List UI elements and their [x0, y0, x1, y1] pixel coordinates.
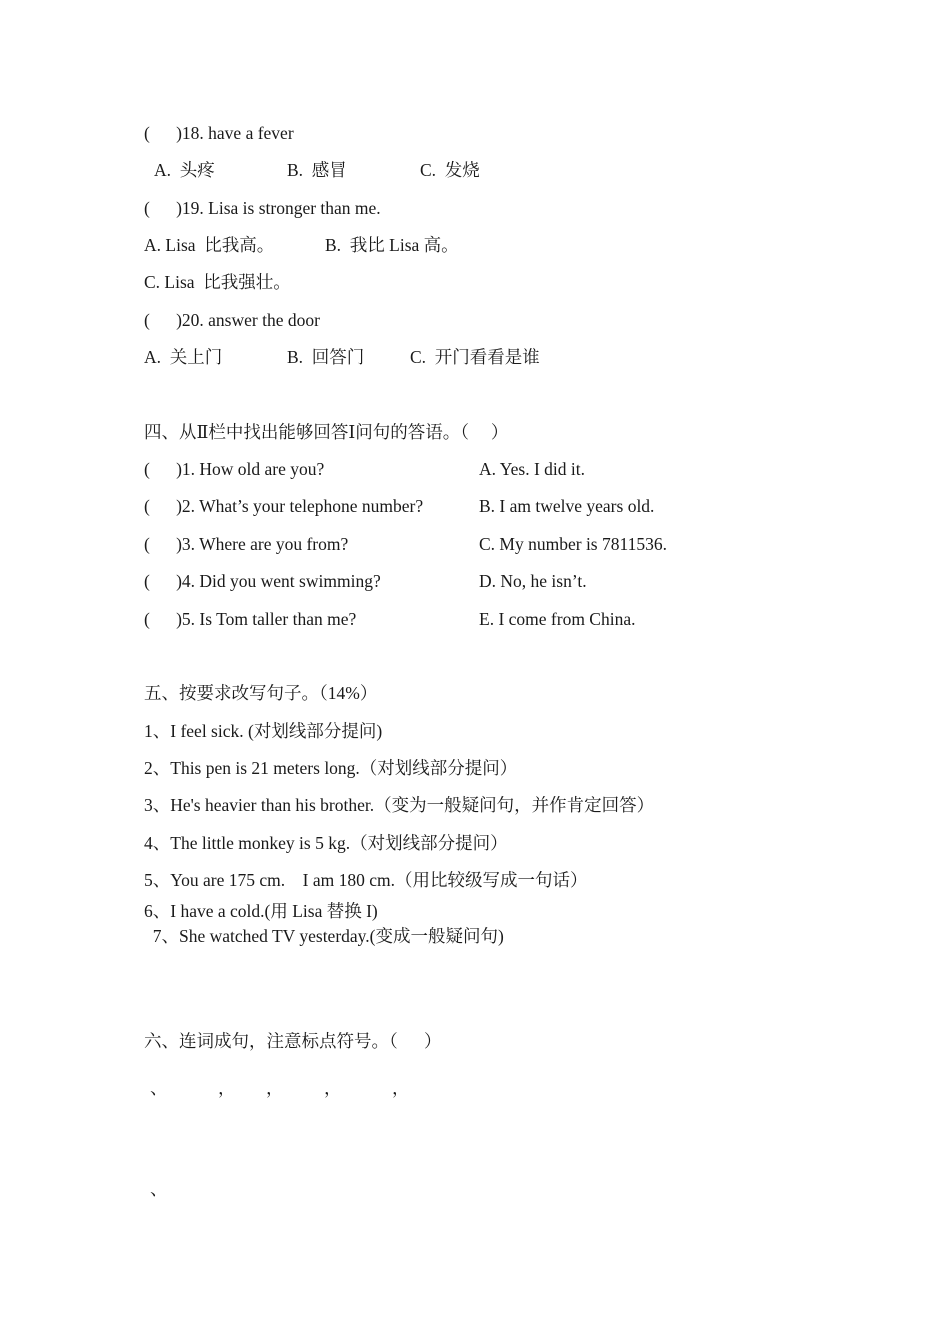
q18-option-a: A. 头疼: [154, 160, 215, 180]
section5-item: 1、I feel sick. (对划线部分提问): [144, 721, 383, 741]
section4-question: ( )5. Is Tom taller than me?: [144, 609, 357, 629]
q19-option-b: B. 我比 Lisa 高。: [325, 235, 459, 255]
q20-option-c: C. 开门看看是谁: [410, 347, 540, 367]
section4-question: ( )3. Where are you from?: [144, 534, 349, 554]
section4-answer: D. No, he isn’t.: [479, 571, 587, 591]
section6-mark: 、: [150, 1179, 168, 1199]
section4-question: ( )4. Did you went swimming?: [144, 571, 381, 591]
q18-option-b: B. 感冒: [287, 160, 347, 180]
section4-heading: 四、从Ⅱ栏中找出能够回答Ⅰ问句的答语。（ ）: [144, 422, 509, 442]
section5-item: 2、This pen is 21 meters long.（对划线部分提问）: [144, 758, 518, 778]
section5-item: 7、She watched TV yesterday.(变成一般疑问句): [144, 926, 504, 946]
section4-answer: A. Yes. I did it.: [479, 459, 585, 479]
section5-item: 4、The little monkey is 5 kg.（对划线部分提问）: [144, 833, 508, 853]
q20-option-b: B. 回答门: [287, 347, 365, 367]
q20-option-a: A. 关上门: [144, 347, 223, 367]
section6-mark: 、: [150, 1078, 168, 1098]
section5-item: 3、He's heavier than his brother.（变为一般疑问句，并作肯定回答）: [144, 795, 655, 815]
section4-answer: B. I am twelve years old.: [479, 496, 655, 516]
q19-option-a: A. Lisa 比我高。: [144, 235, 275, 255]
section6-mark: ，: [266, 1078, 284, 1098]
q18-stem: ( )18. have a fever: [144, 123, 294, 143]
section6-mark: ，: [324, 1078, 342, 1098]
q20-stem: ( )20. answer the door: [144, 310, 320, 330]
section6-mark: ，: [218, 1078, 236, 1098]
section5-heading: 五、按要求改写句子。（14%）: [144, 683, 378, 703]
section5-item: 5、You are 175 cm. I am 180 cm.（用比较级写成一句话）: [144, 870, 588, 890]
section6-heading: 六、连词成句，注意标点符号。（ ）: [144, 1031, 442, 1051]
section5-item: 6、I have a cold.(用 Lisa 替换 I): [144, 901, 378, 921]
q18-option-c: C. 发烧: [420, 160, 480, 180]
q19-stem: ( )19. Lisa is stronger than me.: [144, 198, 381, 218]
q19-option-c: C. Lisa 比我强壮。: [144, 272, 291, 292]
section4-question: ( )1. How old are you?: [144, 459, 325, 479]
section6-mark: ，: [392, 1078, 410, 1098]
section4-answer: E. I come from China.: [479, 609, 636, 629]
section4-question: ( )2. What’s your telephone number?: [144, 496, 424, 516]
section4-answer: C. My number is 7811536.: [479, 534, 667, 554]
